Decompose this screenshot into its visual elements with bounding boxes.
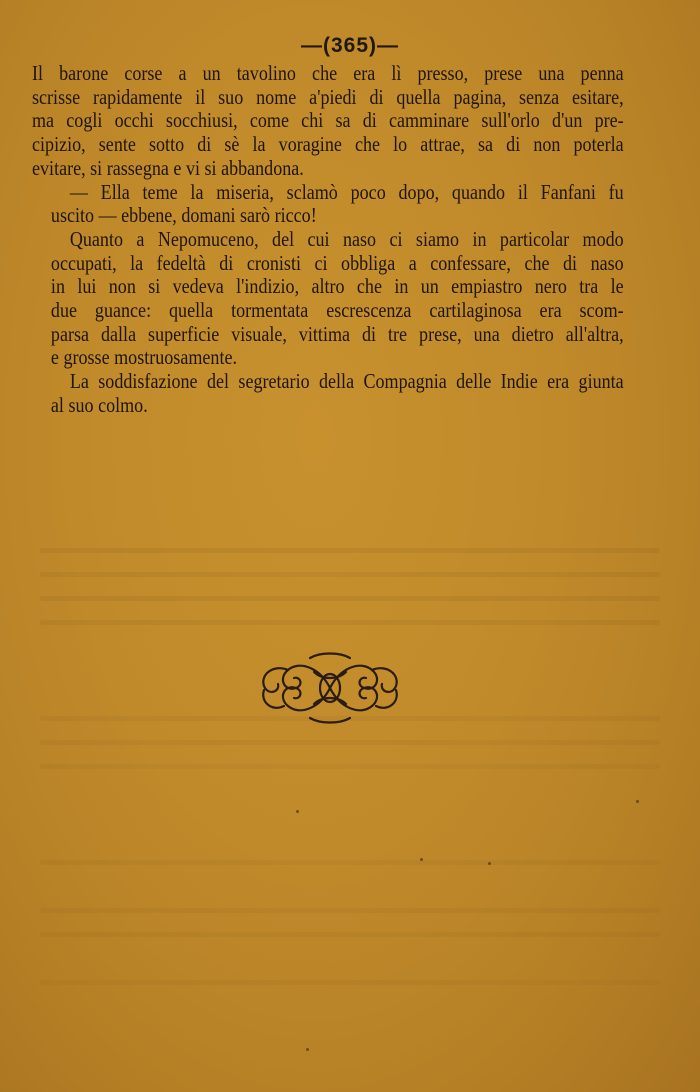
paper-speck — [306, 1048, 309, 1051]
text-line: in lui non si vedeva l'indizio, altro che in un empiastro nero tra le — [50, 274, 624, 299]
text-line: cipizio, sente sotto di sè la voragine che lo attrae, sa di non poterla — [32, 132, 624, 157]
paper-speck — [420, 858, 423, 861]
bleed-through-line — [40, 932, 660, 937]
text-line: Quanto a Nepomuceno, del cui naso ci siamo in particolar modo — [69, 226, 624, 251]
bleed-through-line — [40, 908, 660, 913]
bleed-through-line — [40, 740, 660, 745]
body-text — [32, 62, 624, 418]
paragraph — [32, 228, 624, 370]
paragraph — [32, 181, 624, 228]
paper-speck — [296, 810, 299, 813]
text-line: occupati, la fedeltà di cronisti ci obbliga a confessare, che di naso — [50, 250, 624, 275]
bleed-through-line — [40, 980, 660, 985]
paragraph — [32, 370, 624, 417]
bleed-through-line — [40, 548, 660, 553]
bleed-through-line — [40, 596, 660, 601]
text-line: ma cogli occhi socchiusi, come chi sa di camminare sull'orlo d'un pre- — [32, 108, 624, 133]
page-number: —(365)— — [300, 34, 400, 57]
text-line: Il barone corse a un tavolino che era lì presso, prese una penna — [32, 61, 624, 85]
text-line: al suo colmo. — [50, 392, 148, 417]
paper-speck — [636, 800, 639, 803]
text-line: — Ella teme la miseria, sclamò poco dopo, quando il Fanfani fu — [69, 179, 624, 204]
bleed-through-line — [40, 620, 660, 625]
text-line: uscito — ebbene, domani sarò ricco! — [50, 203, 317, 228]
bleed-through-line — [40, 860, 660, 865]
bleed-through-line — [40, 764, 660, 769]
text-line: scrisse rapidamente il suo nome a'piedi di quella pagina, senza esitare, — [32, 84, 624, 109]
text-line: La soddisfazione del segretario della Compagnia delle Indie era giunta — [69, 369, 624, 394]
bleed-through-line — [40, 572, 660, 577]
text-line: due guance: quella tormentata escrescenza cartilaginosa era scom- — [50, 298, 624, 323]
scroll-flourish-icon — [250, 648, 410, 728]
text-line: evitare, si rassegna e vi si abbandona. — [32, 155, 304, 180]
paragraph — [32, 62, 624, 181]
text-line: e grosse mostruosamente. — [50, 345, 238, 370]
paper-speck — [488, 862, 491, 865]
text-line: parsa dalla superficie visuale, vittima di tre prese, una dietro all'altra, — [50, 321, 624, 346]
